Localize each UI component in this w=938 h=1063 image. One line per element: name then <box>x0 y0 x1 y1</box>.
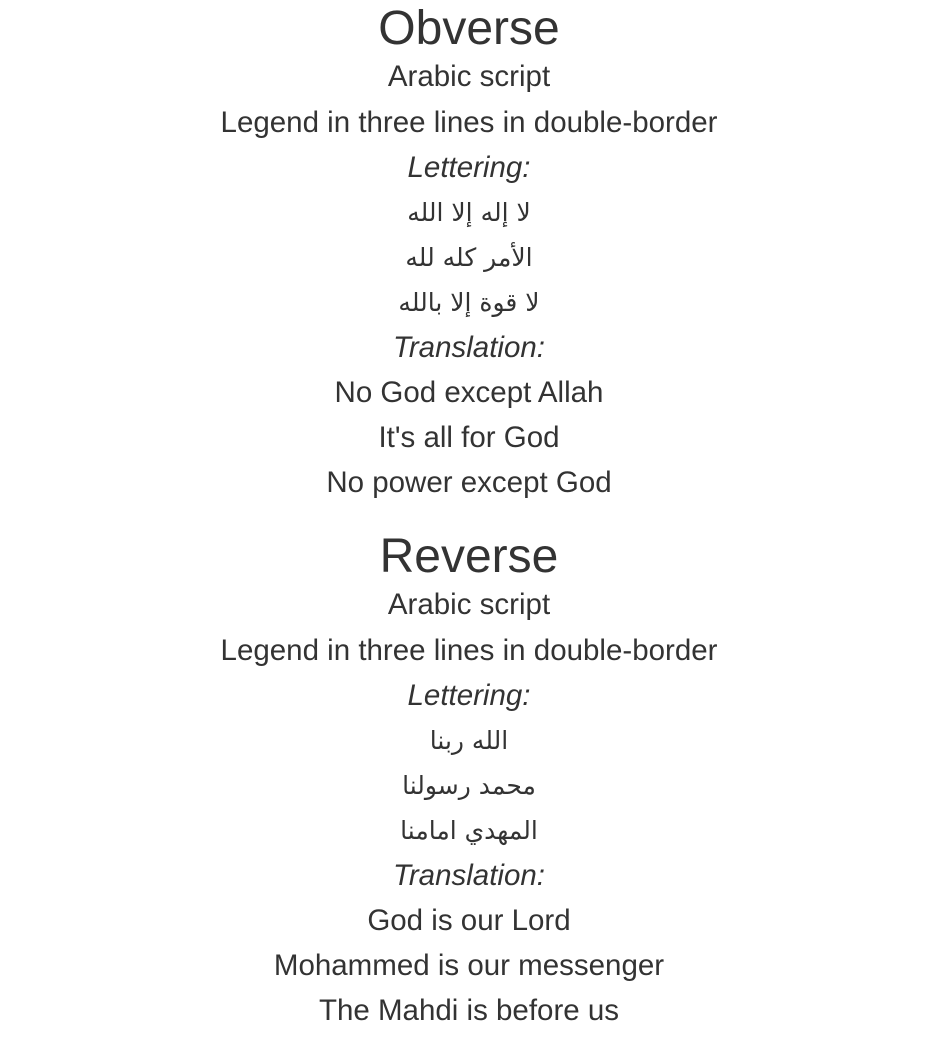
obverse-section <box>0 4 938 505</box>
reverse-legend: Legend in three lines in double-border <box>220 634 718 667</box>
obverse-lettering-label: Lettering: <box>407 151 531 184</box>
obverse-translation-line: It's all for God <box>378 421 560 454</box>
reverse-translation-line: Mohammed is our messenger <box>273 949 665 982</box>
obverse-translation-line: No God except Allah <box>334 376 604 409</box>
reverse-translation-line: God is our Lord <box>367 904 571 937</box>
reverse-title: Reverse <box>379 530 559 583</box>
obverse-legend: Legend in three lines in double-border <box>220 106 718 139</box>
reverse-translation-line: The Mahdi is before us <box>318 994 620 1027</box>
obverse-translation-label: Translation: <box>393 331 545 364</box>
obverse-script: Arabic script <box>387 60 551 93</box>
obverse-lettering-line: الأمر كله لله <box>405 243 533 272</box>
obverse-lettering-line: لا قوة إلا بالله <box>398 288 540 317</box>
reverse-lettering-line: محمد رسولنا <box>402 771 536 800</box>
obverse-translation-line: No power except God <box>326 466 612 499</box>
reverse-lettering-label: Lettering: <box>407 679 531 712</box>
obverse-title: Obverse <box>378 2 560 55</box>
reverse-lettering-line: الله ربنا <box>429 726 509 755</box>
obverse-lettering-line: لا إله إلا الله <box>407 198 531 227</box>
reverse-section <box>0 532 938 1033</box>
reverse-lettering-line: المهدي امامنا <box>400 816 538 845</box>
reverse-translation-label: Translation: <box>393 859 545 892</box>
reverse-script: Arabic script <box>387 588 551 621</box>
